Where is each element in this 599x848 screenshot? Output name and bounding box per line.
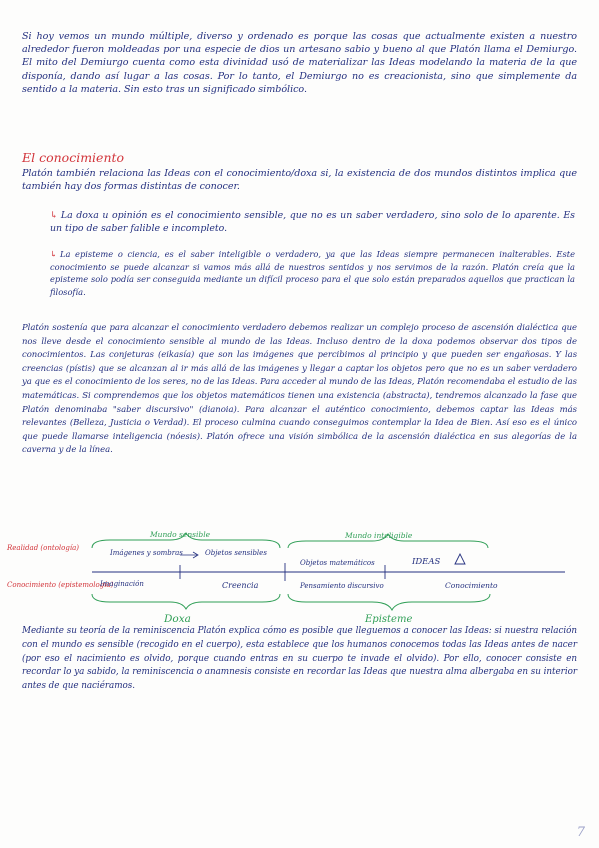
imagenes-label: Imágenes y sombras <box>110 549 183 557</box>
paragraph-ascension-dialectica: Platón sostenía que para alcanzar el conocimiento verdadero debemos realizar un complejo proceso de ascensión dialéctica que nos lleve desde el conocimiento sensible al mundo de las Ideas. Incluso dentro de la doxa podemos observar dos tipos de conocimientos. Las conjeturas (eikasía) que son las imágenes que percibimos al principio y que pueden ser engañosas. Y las creencias (pístis) que se alcanzan al ir más allá de las imágenes y llegar a captar los objetos pero que no es un saber verdadero ya que es el conocimiento de los seres, no de las Ideas. Para acceder al mundo de las Ideas, Platón recomendaba el estudio de las matemáticas. Si comprendemos que los objetos matemáticos tienen una existencia (abstracta), tendremos alcanzado la fase que Platón denominaba "saber discursivo" (dianoia). Para alcanzar el auténtico conocimiento, debemos captar las Ideas más relevantes (Belleza, Justicia o Verdad). El proceso culmina cuando conseguimos contemplar la Idea de Bien. Así eso es el único que puede llamarse inteligencia (nóesis). Platón ofrece una visión simbólica de la ascensión dialéctica en sus alegorías de la caverna y de la línea. <box>22 323 577 456</box>
bullet-doxa-text: La doxa u opinión es el conocimiento sensible, que no es un saber verdadero, sino solo de lo aparente. Es un tipo de saber falible e incompleto. <box>50 210 575 234</box>
arrow-icon: ↳ <box>50 249 57 259</box>
realidad-label-text: Realidad (ontología) <box>7 544 79 552</box>
pensamiento-label: Pensamiento discursivo <box>300 582 384 590</box>
creencia-label: Creencia <box>222 581 259 590</box>
section-heading-conocimiento: El conocimiento <box>22 150 125 165</box>
brace-episteme <box>288 594 490 610</box>
objetos-matematicos-label: Objetos matemáticos <box>300 559 375 567</box>
paragraph-demiurgo: Si hoy vemos un mundo múltiple, diverso y ordenado es porque las cosas que actualmente existen a nuestro alrededor fueron moldeadas por una especie de dios un artesano sabio y bueno al que Platón llama el Demiurgo. El mito del Demiurgo cuenta como esta divinidad usó de materializar las Ideas modelando la materia de la que disponía, dando así lugar a las cosas. Por lo tanto, el Demiurgo no es creacionista, sino que simplemente da sentido a la materia. Sin esto tras un significado simbólico. <box>22 31 577 95</box>
mundo-sensible-title: Mundo sensible <box>150 530 211 539</box>
triangle-icon <box>455 554 465 564</box>
imaginacion-label: Imaginación <box>100 580 144 588</box>
conocimiento-node-label: Conocimiento <box>445 581 498 590</box>
doxa-label: Doxa <box>164 613 191 625</box>
mundo-inteligible-title: Mundo inteligible <box>345 531 413 540</box>
objetos-sensibles-label: Objetos sensibles <box>205 549 267 557</box>
bullet-episteme <box>50 248 575 299</box>
ideas-label: IDEAS <box>412 557 441 567</box>
conocimiento-axis-label <box>7 581 114 589</box>
arrow-icon: ↳ <box>50 210 58 221</box>
episteme-label: Episteme <box>365 614 413 625</box>
bullet-doxa <box>50 209 575 235</box>
divided-line-diagram <box>0 530 599 630</box>
bullet-episteme-text: La episteme o ciencia, es el saber inteligible o verdadero, ya que las Ideas siempre permanecen inalterables. Este conocimiento se puede alcanzar si vamos más allá de nuestros sentidos y nos servimos de la razón. Platón creía que la episteme solo podía ser conseguida mediante un difícil proceso para el que solo están preparados aquellos que practican la filosofía. <box>50 249 575 298</box>
brace-doxa <box>92 594 280 609</box>
page-number: 7 <box>576 825 585 840</box>
paragraph-reminiscencia: Mediante su teoría de la reminiscencia Platón explica cómo es posible que lleguemos a conocer las Ideas: si nuestra relación con el mundo es sensible (recogido en el cuerpo), esta establece que los humanos conocemos todas las Ideas antes de nacer (por eso el nacimiento es olvido, porque cuando entras en su cuerpo te invade el olvido). Por ello, conocer consiste en recordar lo ya sabido, la reminiscencia o anamnesis consiste en recordar las Ideas que nuestra alma albergaba en su interior antes de que naciéramos. <box>22 626 577 692</box>
conocimiento-axis-label-text: Conocimiento (epistemología) <box>7 581 114 589</box>
paragraph-dos-formas: Platón también relaciona las Ideas con el conocimiento/doxa si, la existencia de dos mundos distintos implica que también hay dos formas distintas de conocer. <box>22 168 577 193</box>
realidad-label <box>6 544 79 552</box>
